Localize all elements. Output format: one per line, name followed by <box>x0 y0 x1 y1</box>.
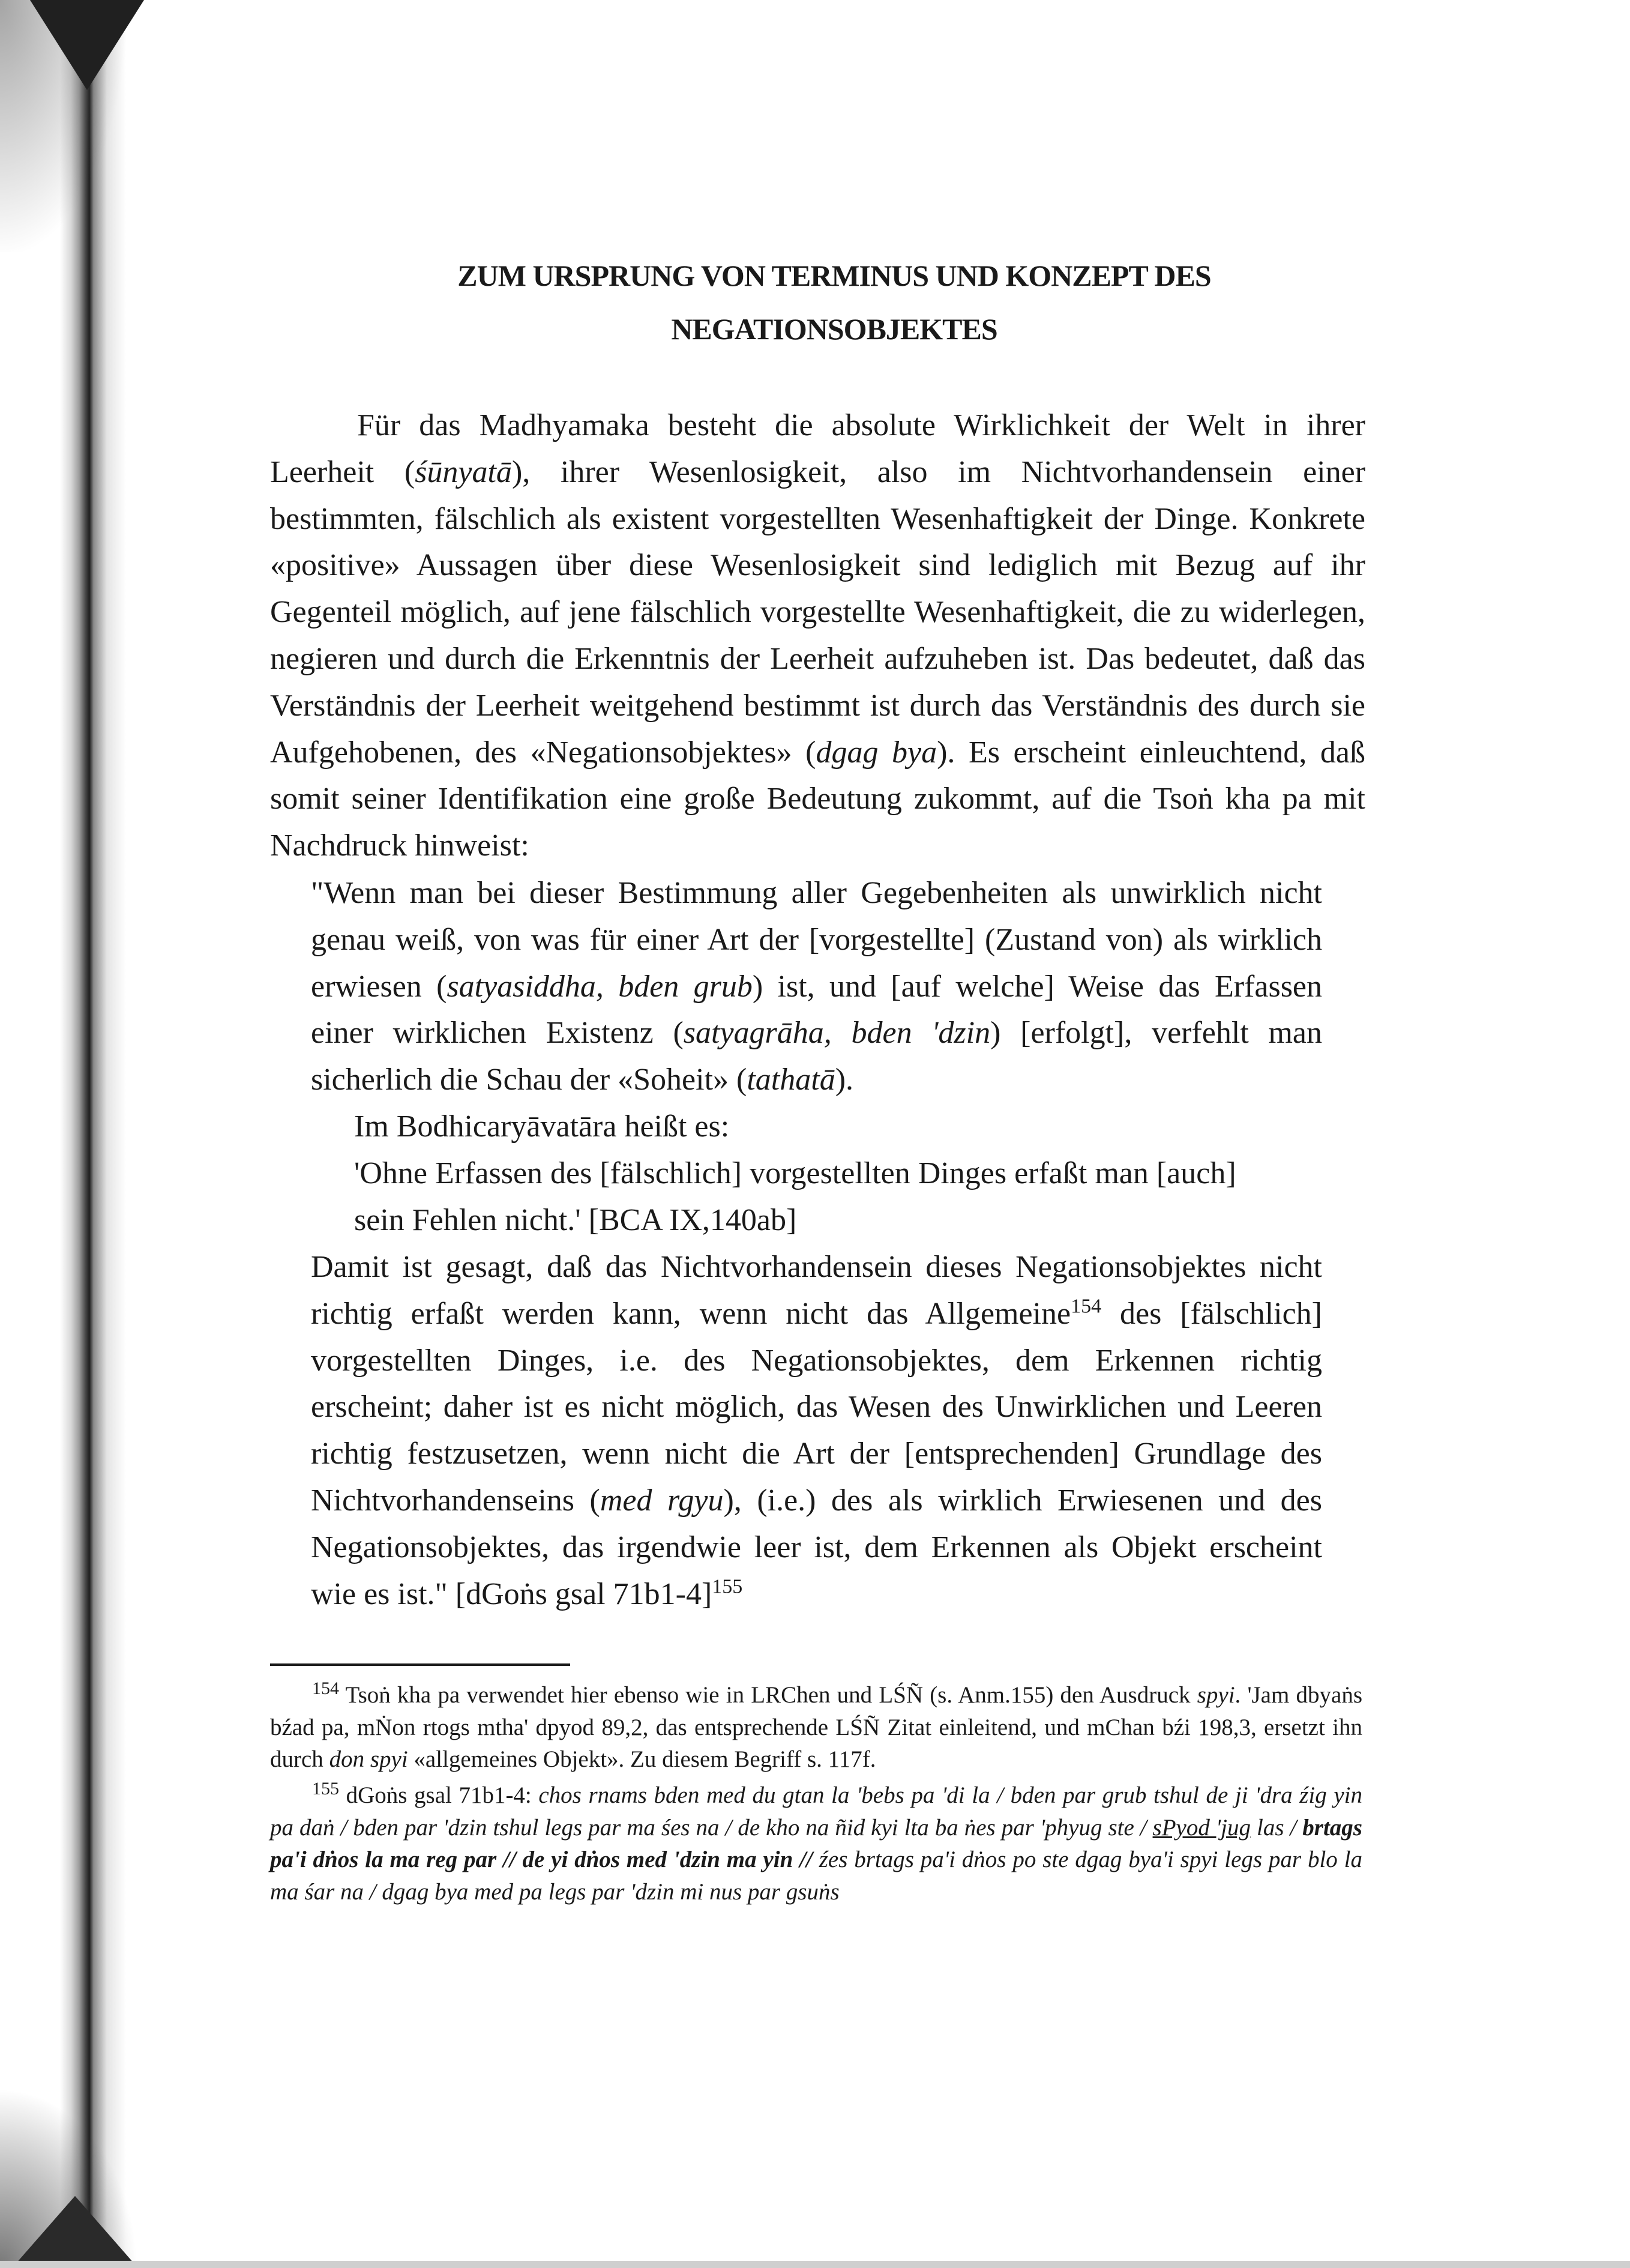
footnote-number-154: 154 <box>312 1678 339 1698</box>
underlined-source: sPyod 'jug <box>1152 1814 1251 1841</box>
footnote-155: $^{155}$ dGoṅs gsal 71b1-4: chos rnams bden med du gtan la 'bebs pa 'di la / bden par grub tshul de ji 'dra źig yin pa daṅ / bden par 'dzin tshul legs par ma śes na / de kho na ñid kyi lta ba ṅes par 'phyug ste / sPyod 'jug las / brtags pa'i dṅos la ma reg par // de yi dṅos med 'dzin ma yin // źes brtags pa'i dṅos po ste dgag bya'i spyi legs par blo la ma śar na / dgag bya med pa legs par 'dzin mi nus par gsuṅs <box>270 1779 1362 1905</box>
footnote-154: $^{154}$ Tsoṅ kha pa verwendet hier ebenso wie in LRChen und LŚÑ (s. Anm.155) den Ausdruck spyi. 'Jam dbyaṅs bźad pa, mṄon rtogs mtha' dpyod 89,2, das entsprechende LŚÑ Zitat einleitend, und mChan bźi 198,3, ersetzt ihn durch don spyi «allgemeines Objekt». Zu diesem Begriff s. 117f. <box>270 1678 1362 1772</box>
bold-verse: brtags pa'i dṅos la ma reg par // de yi dṅos med 'dzin ma yin // <box>270 1814 1362 1872</box>
paragraph-intro: Für das Madhyamaka besteht die absolute Wirklichkeit der Welt in ihrer Leerheit (śūnyatā), ihrer Wesenlosigkeit, also im Nichtvorhandensein einer bestimmten, fälschlich als existent vorgestellten Wesenhaftigkeit der Dinge. Konkrete «positive» Aussagen über diese Wesenlosigkeit sind lediglich mit Bezug auf ihr Gegenteil möglich, auf jene fälschlich vorgestellte Wesenhaftigkeit, die zu widerlegen, negieren und durch die Erkenntnis der Leerheit aufzuheben ist. Das bedeutet, daß das Verständnis der Leerheit weitgehend bestimmt ist durch das Verständnis des durch sie Aufgehobenen, des «Negationsobjektes» (dgag bya). Es erscheint einleuchtend, daß somit seiner Identifikation eine große Bedeutung zukommt, auf die Tsoṅ kha pa mit Nachdruck hinweist: <box>270 408 1366 863</box>
footnote-ref-155[interactable]: 155 <box>712 1575 743 1598</box>
binding-bottom-wedge <box>12 2196 138 2268</box>
footnote-ref-154[interactable]: 154 <box>1071 1295 1102 1318</box>
binding-top-wedge <box>30 0 144 90</box>
footnote-separator <box>270 1663 570 1666</box>
footnote-number-155: 155 <box>312 1779 339 1799</box>
bca-verse-line-2: sein Fehlen nicht.' [BCA IX,140ab] <box>354 1203 797 1237</box>
scan-bottom-edge <box>0 2261 1630 2268</box>
bca-verse-line-1: 'Ohne Erfassen des [fälschlich] vorgestellten Dinges erfaßt man [auch] <box>354 1156 1236 1190</box>
chapter-title-line-2: NEGATIONSOBJEKTES <box>671 312 997 346</box>
chapter-title-line-1: ZUM URSPRUNG VON TERMINUS UND KONZEPT DES <box>457 259 1211 292</box>
quote-paragraph-1: "Wenn man bei dieser Bestimmung aller Gegebenheiten als unwirklich nicht genau weiß, von was für einer Art der [vorgestellte] (Zustand von) als wirklich erwiesen (satyasiddha, bden grub) ist, und [auf welche] Weise das Erfassen einer wirklichen Existenz (satyagrāha, bden 'dzin) [erfolgt], verfehlt man sicherlich die Schau der «Soheit» (tathatā). <box>311 876 1323 1097</box>
quote-intro-bca: Im Bodhicaryāvatāra heißt es: <box>354 1109 730 1144</box>
quote-paragraph-2: Damit ist gesagt, daß das Nichtvorhandensein dieses Negationsobjektes nicht richtig erfaßt werden kann, wenn nicht das Allgemeine$^{154}$ des [fälschlich] vorgestellten Dinges, i.e. des Negationsobjektes, dem Erkennen richtig erscheint; daher ist es nicht möglich, das Wesen des Unwirklichen und Leeren richtig festzusetzen, wenn nicht die Art der [entsprechenden] Grundlage des Nichtvorhandenseins (med rgyu), (i.e.) des als wirklich Erwiesenen und des Negationsobjektes, das irgendwie leer ist, dem Erkennen als Objekt erscheint wie es ist." [dGoṅs gsal 71b1-4]$^{155}$ <box>311 1250 1322 1611</box>
book-binding-shadow <box>0 0 126 2268</box>
